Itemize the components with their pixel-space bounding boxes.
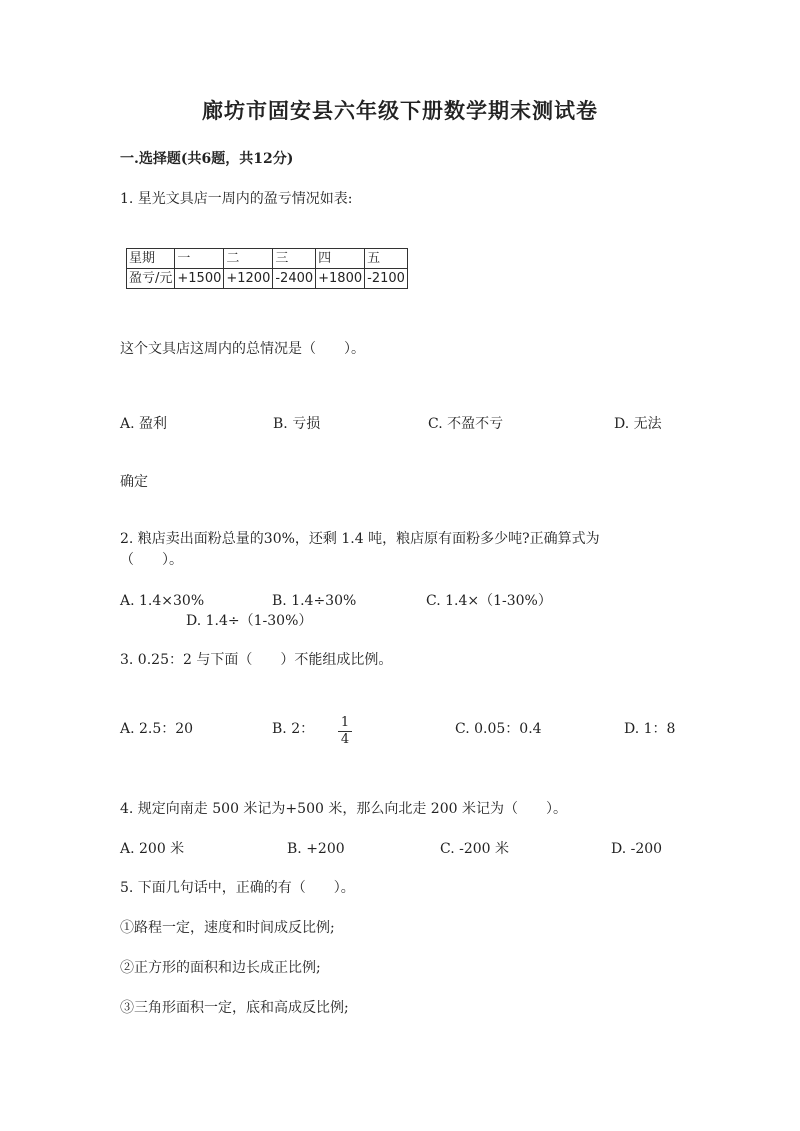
option-b[interactable]: B. +200 — [287, 841, 345, 857]
option-a[interactable]: A. 200 米 — [120, 841, 185, 857]
option-b[interactable]: B. 亏损 — [273, 416, 321, 432]
question-5-stem: 5. 下面几句话中，正确的有（ ）。 — [120, 880, 355, 896]
option-d[interactable]: D. 1.4÷（1-30%） — [186, 613, 313, 629]
option-d[interactable]: D. 1：8 — [624, 721, 676, 737]
table-cell: 盈亏/元 — [127, 269, 175, 289]
option-b[interactable]: B. 2： — [272, 721, 315, 737]
statement-1: ①路程一定，速度和时间成反比例; — [120, 920, 335, 936]
table-cell: 三 — [273, 249, 316, 269]
table-cell: 五 — [365, 249, 408, 269]
table-cell: 二 — [224, 249, 273, 269]
table-cell: +1800 — [316, 269, 365, 289]
table-row — [127, 249, 408, 269]
table-cell: 一 — [175, 249, 224, 269]
option-c[interactable]: C. -200 米 — [440, 841, 510, 857]
option-c[interactable]: C. 1.4×（1-30%） — [426, 593, 552, 609]
table-cell: +1500 — [175, 269, 224, 289]
table-cell: -2400 — [273, 269, 316, 289]
table-row — [127, 269, 408, 289]
option-c[interactable]: C. 0.05：0.4 — [455, 721, 542, 737]
option-a[interactable]: A. 盈利 — [120, 416, 168, 432]
table-cell: -2100 — [365, 269, 408, 289]
page-title: 廊坊市固安县六年级下册数学期末测试卷 — [202, 98, 598, 123]
fraction-denominator: 4 — [340, 732, 350, 747]
question-1-stem: 1. 星光文具店一周内的盈亏情况如表: — [120, 191, 353, 207]
option-c[interactable]: C. 不盈不亏 — [428, 416, 504, 432]
question-3-stem: 3. 0.25：2 与下面（ ）不能组成比例。 — [120, 652, 393, 668]
question-2-stem: 2. 粮店卖出面粉总量的30%，还剩 1.4 吨，粮店原有面粉多少吨?正确算式为 — [120, 531, 600, 547]
statement-2: ②正方形的面积和边长成正比例; — [120, 960, 321, 976]
statement-3: ③三角形面积一定，底和高成反比例; — [120, 1000, 349, 1016]
table-cell: 四 — [316, 249, 365, 269]
option-d-wrap: 确定 — [120, 474, 148, 490]
option-d[interactable]: D. -200 — [611, 841, 663, 857]
option-a[interactable]: A. 1.4×30% — [120, 593, 205, 609]
section-heading: 一.选择题(共6题，共12分) — [120, 151, 294, 167]
question-2-stem-wrap: （ ）。 — [120, 552, 183, 568]
profit-table — [126, 248, 408, 289]
option-a[interactable]: A. 2.5：20 — [120, 721, 194, 737]
question-4-stem: 4. 规定向南走 500 米记为+500 米，那么向北走 200 米记为（ ）。 — [120, 801, 567, 817]
table-cell: +1200 — [224, 269, 273, 289]
fraction-numerator: 1 — [338, 716, 352, 732]
fraction-one-quarter — [338, 716, 352, 747]
option-b[interactable]: B. 1.4÷30% — [272, 593, 357, 609]
table-cell: 星期 — [127, 249, 175, 269]
option-d[interactable]: D. 无法 — [614, 416, 662, 432]
question-1-prompt: 这个文具店这周内的总情况是（ ）。 — [120, 341, 365, 357]
